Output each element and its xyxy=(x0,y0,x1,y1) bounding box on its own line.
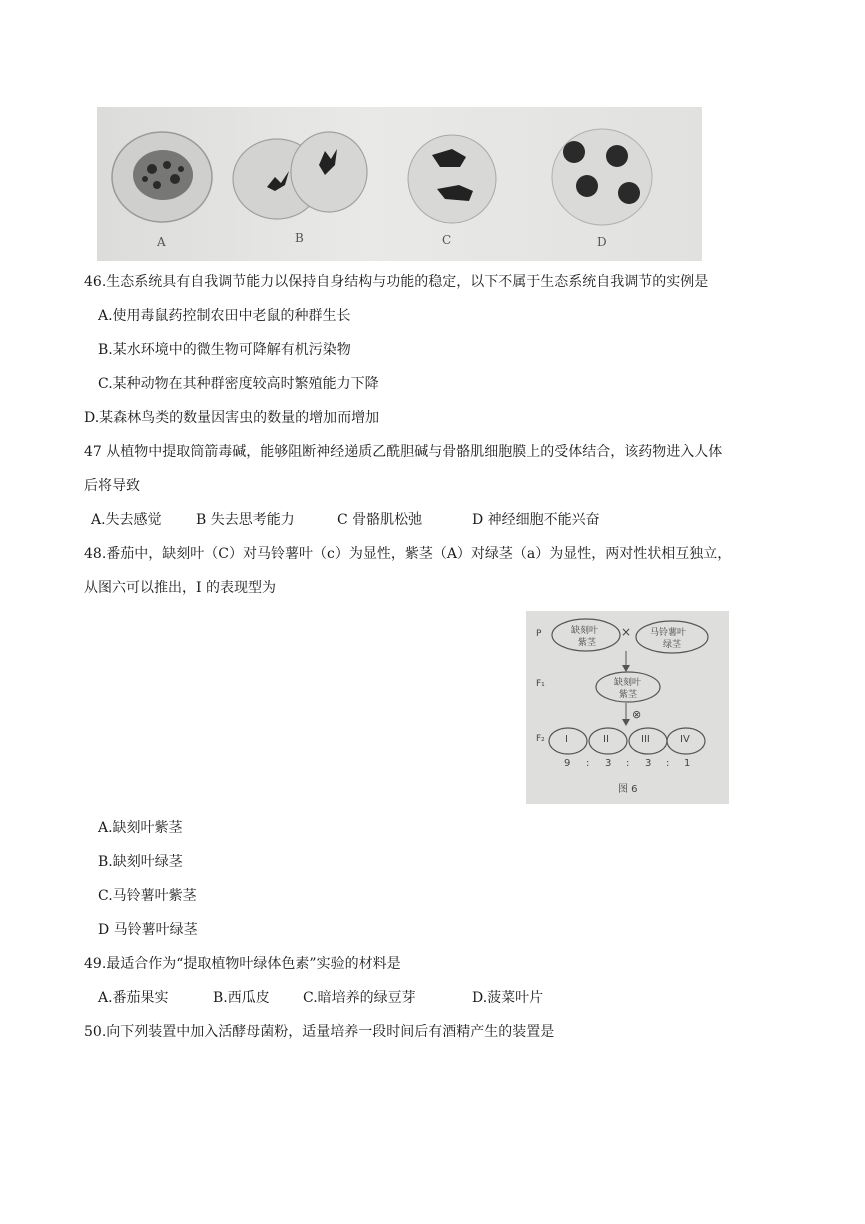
q48-option-d: D 马铃薯叶绿茎 xyxy=(98,922,198,938)
q46-option-b: B.某水环境中的微生物可降解有机污染物 xyxy=(98,342,351,358)
q49-option-d: D.菠菜叶片 xyxy=(472,990,544,1006)
ratio-sep-2: : xyxy=(626,758,630,769)
q47-option-b: B 失去思考能力 xyxy=(196,512,295,528)
q47-option-a: A.失去感觉 xyxy=(91,512,162,528)
p1-line2: 紫茎 xyxy=(578,638,597,648)
cell-b xyxy=(233,132,367,219)
q49-option-c: C.暗培养的绿豆芽 xyxy=(303,990,416,1006)
q50-stem: 50.向下列装置中加入活酵母菌粉，适量培养一段时间后有酒精产生的装置是 xyxy=(84,1024,555,1040)
q48-stem-line2: 从图六可以推出，I 的表现型为 xyxy=(84,580,276,596)
f2-type-4: IV xyxy=(680,734,690,745)
ratio-1: 9 xyxy=(564,758,571,769)
f1-label: F₁ xyxy=(536,679,545,689)
q47-option-d: D 神经细胞不能兴奋 xyxy=(472,512,600,528)
q48-option-a: A.缺刻叶紫茎 xyxy=(98,820,183,836)
q46-stem: 46.生态系统具有自我调节能力以保持自身结构与功能的稳定，以下不属于生态系统自我调节的实例是 xyxy=(84,274,709,290)
q49-option-b: B.西瓜皮 xyxy=(213,990,270,1006)
cell-d xyxy=(552,129,652,225)
f1-line2: 紫茎 xyxy=(619,690,638,700)
q46-option-a: A.使用毒鼠药控制农田中老鼠的种群生长 xyxy=(98,308,351,324)
cell-c xyxy=(408,135,496,223)
q47-stem-line1: 47 从植物中提取筒箭毒碱，能够阻断神经递质乙酰胆碱与骨骼肌细胞膜上的受体结合，该药物进入人体 xyxy=(84,444,723,460)
cell-label-a: A xyxy=(157,235,166,249)
q48-stem-line1: 48.番茄中，缺刻叶（C）对马铃薯叶（c）为显性，紫茎（A）对绿茎（a）为显性，两对性状相互独立， xyxy=(84,546,732,562)
p1-line1: 缺刻叶 xyxy=(571,626,599,636)
self-cross-sign: ⊗ xyxy=(632,708,642,721)
p-label: P xyxy=(536,629,542,639)
ratio-sep-1: : xyxy=(586,758,590,769)
cell-division-image xyxy=(97,107,702,261)
f2-label: F₂ xyxy=(536,734,545,744)
cell-label-d: D xyxy=(597,235,607,249)
q48-option-b: B.缺刻叶绿茎 xyxy=(98,854,183,870)
f2-type-2: II xyxy=(603,734,609,745)
q48-option-c: C.马铃薯叶紫茎 xyxy=(98,888,197,904)
p2-line1: 马铃薯叶 xyxy=(650,628,687,638)
q46-option-d: D.某森林鸟类的数量因害虫的数量的增加而增加 xyxy=(84,410,380,426)
q49-stem: 49.最适合作为“提取植物叶绿体色素”实验的材料是 xyxy=(84,956,401,972)
f1-line1: 缺刻叶 xyxy=(614,678,642,688)
ratio-2: 3 xyxy=(605,758,612,769)
f2-type-3: III xyxy=(641,734,650,745)
ratio-3: 3 xyxy=(645,758,652,769)
cell-label-c: C xyxy=(442,233,452,247)
cell-label-b: B xyxy=(295,231,304,245)
ratio-4: 1 xyxy=(684,758,691,769)
ratio-sep-3: : xyxy=(666,758,670,769)
q49-option-a: A.番茄果实 xyxy=(98,990,169,1006)
q46-option-c: C.某种动物在其种群密度较高时繁殖能力下降 xyxy=(98,376,379,392)
q47-option-c: C 骨骼肌松弛 xyxy=(337,512,423,528)
cross-sign: × xyxy=(621,625,632,639)
cell-a xyxy=(112,132,212,222)
q47-stem-line2: 后将导致 xyxy=(84,478,140,494)
f2-type-1: I xyxy=(565,734,568,745)
figure-6 xyxy=(526,611,729,804)
p2-line2: 绿茎 xyxy=(663,640,682,650)
cell-division-photo xyxy=(97,107,702,261)
figure-caption: 图 6 xyxy=(618,784,638,795)
